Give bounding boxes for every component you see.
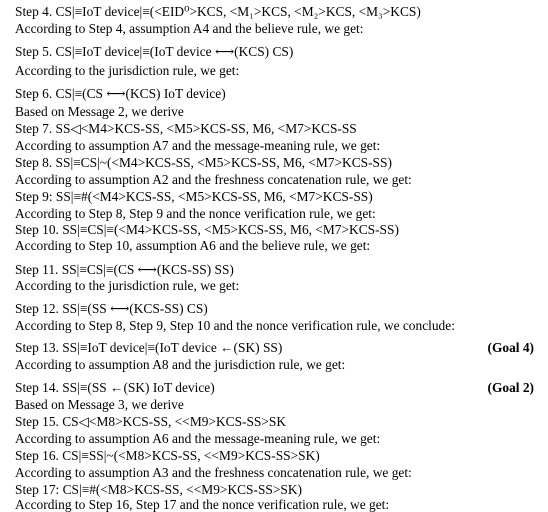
step-6: Step 6. CS|≡(CS ⟷(KCS) IoT device) xyxy=(15,86,226,101)
reasoning-line: According to the jurisdiction rule, we get: xyxy=(15,63,240,78)
reasoning-line: According to Step 10, assumption A6 and the believe rule, we get: xyxy=(15,238,371,253)
reasoning-line: According to assumption A3 and the freshness concatenation rule, we get: xyxy=(15,465,412,480)
reasoning-line: According to the jurisdiction rule, we get: xyxy=(15,278,240,293)
reasoning-line: According to assumption A2 and the freshness concatenation rule, we get: xyxy=(15,172,412,187)
reasoning-line: Based on Message 2, we derive xyxy=(15,104,184,119)
step-15: Step 15. CS◁<M8>KCS-SS, <<M9>KCS-SS>SK xyxy=(15,414,287,429)
step-7: Step 7. SS◁<M4>KCS-SS, <M5>KCS-SS, M6, <M7>KCS-SS xyxy=(15,121,357,136)
step-5: Step 5. CS|≡IoT device|≡(IoT device ⟷(KCS) CS) xyxy=(15,44,294,59)
step-11: Step 11. SS|≡CS|≡(CS ⟷(KCS-SS) SS) xyxy=(15,262,234,277)
reasoning-line: According to Step 8, Step 9 and the nonce verification rule, we get: xyxy=(15,206,376,221)
step-12: Step 12. SS|≡(SS ⟷(KCS-SS) CS) xyxy=(15,301,208,316)
step-4: Step 4. CS|≡IoT device|≡(<EID⁰>KCS, <M₁>KCS, <M₂>KCS, <M₃>KCS) xyxy=(15,4,421,19)
step-16: Step 16. CS|≡SS|~(<M8>KCS-SS, <<M9>KCS-SS>SK) xyxy=(15,448,320,463)
step-14: Step 14. SS|≡(SS ←(SK) IoT device) xyxy=(15,380,215,395)
step-10: Step 10. SS|≡CS|≡(<M4>KCS-SS, <M5>KCS-SS, M6, <M7>KCS-SS) xyxy=(15,222,399,237)
reasoning-line: According to assumption A8 and the jurisdiction rule, we get: xyxy=(15,357,346,372)
goal-2-label: (Goal 2) xyxy=(487,380,534,395)
reasoning-line: According to assumption A7 and the message-meaning rule, we get: xyxy=(15,138,381,153)
goal-4-label: (Goal 4) xyxy=(487,340,534,355)
step-17: Step 17: CS|≡#(<M8>KCS-SS, <<M9>KCS-SS>SK) xyxy=(15,482,302,497)
step-8: Step 8. SS|≡CS|~(<M4>KCS-SS, <M5>KCS-SS, M6, <M7>KCS-SS) xyxy=(15,155,392,170)
reasoning-line: According to assumption A6 and the message-meaning rule, we get: xyxy=(15,431,381,446)
reasoning-line: According to Step 4, assumption A4 and the believe rule, we get: xyxy=(15,21,364,36)
reasoning-line: According to Step 16, Step 17 and the nonce verification rule, we get: xyxy=(15,497,390,512)
reasoning-line: Based on Message 3, we derive xyxy=(15,397,184,412)
step-13: Step 13. SS|≡IoT device|≡(IoT device ←(SK) SS) xyxy=(15,340,283,355)
reasoning-line: According to Step 8, Step 9, Step 10 and the nonce verification rule, we conclude: xyxy=(15,318,455,333)
step-9: Step 9: SS|≡#(<M4>KCS-SS, <M5>KCS-SS, M6, <M7>KCS-SS) xyxy=(15,189,373,204)
